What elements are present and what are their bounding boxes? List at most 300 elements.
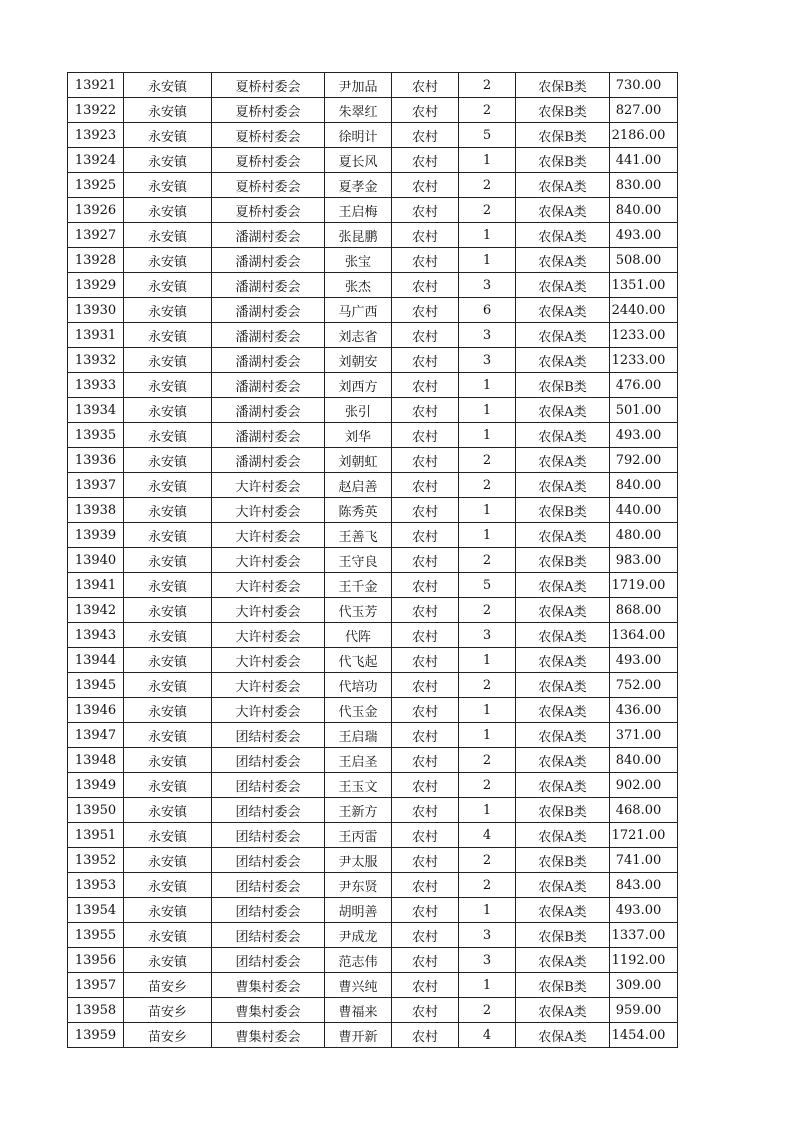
cell-id: 13952: [68, 848, 124, 873]
cell-amount: 840.00: [610, 473, 678, 498]
cell-type: 农村: [392, 623, 459, 648]
cell-count: 1: [459, 523, 516, 548]
cell-type: 农村: [392, 173, 459, 198]
table-row: [68, 823, 678, 848]
table-row: [68, 773, 678, 798]
cell-count: 2: [459, 173, 516, 198]
cell-id: 13955: [68, 923, 124, 948]
cell-count: 2: [459, 673, 516, 698]
cell-town: 永安镇: [124, 873, 212, 898]
cell-amount: 1454.00: [610, 1023, 678, 1048]
cell-village: 潘湖村委会: [212, 348, 325, 373]
cell-id: 13925: [68, 173, 124, 198]
cell-amount: 493.00: [610, 898, 678, 923]
cell-category: 农保A类: [516, 723, 610, 748]
cell-name: 胡明善: [325, 898, 392, 923]
cell-id: 13939: [68, 523, 124, 548]
cell-count: 1: [459, 423, 516, 448]
table-row: [68, 623, 678, 648]
cell-village: 团结村委会: [212, 723, 325, 748]
cell-category: 农保A类: [516, 423, 610, 448]
cell-category: 农保B类: [516, 73, 610, 98]
cell-category: 农保A类: [516, 773, 610, 798]
cell-type: 农村: [392, 673, 459, 698]
cell-count: 2: [459, 473, 516, 498]
cell-amount: 1337.00: [610, 923, 678, 948]
cell-type: 农村: [392, 398, 459, 423]
cell-village: 团结村委会: [212, 898, 325, 923]
cell-town: 永安镇: [124, 948, 212, 973]
cell-amount: 843.00: [610, 873, 678, 898]
cell-amount: 440.00: [610, 498, 678, 523]
cell-name: 曹兴纯: [325, 973, 392, 998]
cell-id: 13943: [68, 623, 124, 648]
cell-category: 农保A类: [516, 523, 610, 548]
cell-type: 农村: [392, 548, 459, 573]
cell-count: 2: [459, 98, 516, 123]
cell-name: 马广西: [325, 298, 392, 323]
cell-type: 农村: [392, 273, 459, 298]
table-row: [68, 973, 678, 998]
cell-village: 团结村委会: [212, 748, 325, 773]
table-row: [68, 123, 678, 148]
cell-name: 代阵: [325, 623, 392, 648]
cell-name: 曹开新: [325, 1023, 392, 1048]
cell-name: 赵启善: [325, 473, 392, 498]
cell-name: 刘志省: [325, 323, 392, 348]
cell-type: 农村: [392, 923, 459, 948]
table-row: [68, 998, 678, 1023]
cell-name: 代玉芳: [325, 598, 392, 623]
cell-type: 农村: [392, 773, 459, 798]
cell-amount: 792.00: [610, 448, 678, 473]
cell-id: 13947: [68, 723, 124, 748]
table-row: [68, 698, 678, 723]
cell-id: 13958: [68, 998, 124, 1023]
cell-category: 农保A类: [516, 273, 610, 298]
cell-category: 农保A类: [516, 1023, 610, 1048]
table-row: [68, 198, 678, 223]
cell-type: 农村: [392, 498, 459, 523]
cell-village: 团结村委会: [212, 873, 325, 898]
cell-id: 13953: [68, 873, 124, 898]
cell-count: 2: [459, 848, 516, 873]
cell-amount: 868.00: [610, 598, 678, 623]
cell-count: 2: [459, 448, 516, 473]
cell-type: 农村: [392, 98, 459, 123]
cell-id: 13933: [68, 373, 124, 398]
cell-category: 农保A类: [516, 623, 610, 648]
cell-name: 代培功: [325, 673, 392, 698]
cell-type: 农村: [392, 698, 459, 723]
cell-category: 农保B类: [516, 548, 610, 573]
cell-name: 尹成龙: [325, 923, 392, 948]
cell-name: 夏长风: [325, 148, 392, 173]
cell-town: 永安镇: [124, 98, 212, 123]
cell-type: 农村: [392, 373, 459, 398]
cell-name: 张引: [325, 398, 392, 423]
cell-name: 王守良: [325, 548, 392, 573]
cell-type: 农村: [392, 898, 459, 923]
cell-village: 大许村委会: [212, 623, 325, 648]
cell-town: 永安镇: [124, 623, 212, 648]
cell-village: 大许村委会: [212, 648, 325, 673]
records-table-body: [68, 73, 678, 1048]
cell-category: 农保B类: [516, 498, 610, 523]
cell-type: 农村: [392, 523, 459, 548]
cell-category: 农保A类: [516, 998, 610, 1023]
cell-amount: 309.00: [610, 973, 678, 998]
cell-count: 6: [459, 298, 516, 323]
cell-type: 农村: [392, 973, 459, 998]
cell-village: 潘湖村委会: [212, 448, 325, 473]
cell-town: 永安镇: [124, 198, 212, 223]
cell-village: 曹集村委会: [212, 973, 325, 998]
table-row: [68, 273, 678, 298]
cell-id: 13926: [68, 198, 124, 223]
cell-category: 农保A类: [516, 648, 610, 673]
cell-name: 尹东贤: [325, 873, 392, 898]
cell-town: 永安镇: [124, 748, 212, 773]
cell-category: 农保A类: [516, 223, 610, 248]
table-row: [68, 248, 678, 273]
cell-category: 农保A类: [516, 673, 610, 698]
cell-type: 农村: [392, 948, 459, 973]
cell-town: 苗安乡: [124, 998, 212, 1023]
cell-amount: 468.00: [610, 798, 678, 823]
table-row: [68, 373, 678, 398]
cell-category: 农保A类: [516, 873, 610, 898]
cell-id: 13946: [68, 698, 124, 723]
table-row: [68, 923, 678, 948]
cell-amount: 371.00: [610, 723, 678, 748]
cell-town: 永安镇: [124, 323, 212, 348]
cell-name: 张宝: [325, 248, 392, 273]
cell-village: 大许村委会: [212, 573, 325, 598]
cell-type: 农村: [392, 848, 459, 873]
cell-town: 永安镇: [124, 448, 212, 473]
cell-village: 夏桥村委会: [212, 173, 325, 198]
cell-name: 刘西方: [325, 373, 392, 398]
table-row: [68, 648, 678, 673]
cell-amount: 1351.00: [610, 273, 678, 298]
table-row: [68, 548, 678, 573]
cell-village: 潘湖村委会: [212, 398, 325, 423]
cell-id: 13941: [68, 573, 124, 598]
cell-count: 1: [459, 898, 516, 923]
table-row: [68, 523, 678, 548]
table-row: [68, 223, 678, 248]
cell-amount: 830.00: [610, 173, 678, 198]
table-row: [68, 73, 678, 98]
table-row: [68, 473, 678, 498]
cell-town: 永安镇: [124, 548, 212, 573]
cell-category: 农保B类: [516, 848, 610, 873]
cell-category: 农保A类: [516, 348, 610, 373]
cell-name: 王启圣: [325, 748, 392, 773]
cell-category: 农保A类: [516, 398, 610, 423]
cell-count: 2: [459, 548, 516, 573]
table-row: [68, 298, 678, 323]
cell-name: 尹加品: [325, 73, 392, 98]
cell-category: 农保A类: [516, 698, 610, 723]
table-row: [68, 448, 678, 473]
cell-name: 范志伟: [325, 948, 392, 973]
cell-village: 团结村委会: [212, 848, 325, 873]
cell-amount: 1364.00: [610, 623, 678, 648]
cell-type: 农村: [392, 473, 459, 498]
cell-name: 曹福来: [325, 998, 392, 1023]
cell-amount: 493.00: [610, 223, 678, 248]
cell-name: 代玉金: [325, 698, 392, 723]
cell-town: 永安镇: [124, 148, 212, 173]
table-row: [68, 598, 678, 623]
cell-category: 农保A类: [516, 748, 610, 773]
table-row: [68, 323, 678, 348]
cell-count: 2: [459, 998, 516, 1023]
cell-id: 13956: [68, 948, 124, 973]
cell-name: 张杰: [325, 273, 392, 298]
cell-type: 农村: [392, 998, 459, 1023]
cell-id: 13954: [68, 898, 124, 923]
table-row: [68, 173, 678, 198]
cell-town: 永安镇: [124, 923, 212, 948]
cell-category: 农保A类: [516, 823, 610, 848]
cell-village: 夏桥村委会: [212, 123, 325, 148]
cell-amount: 441.00: [610, 148, 678, 173]
cell-amount: 1192.00: [610, 948, 678, 973]
cell-id: 13944: [68, 648, 124, 673]
cell-id: 13921: [68, 73, 124, 98]
cell-village: 大许村委会: [212, 598, 325, 623]
cell-id: 13927: [68, 223, 124, 248]
cell-category: 农保B类: [516, 123, 610, 148]
cell-id: 13938: [68, 498, 124, 523]
cell-category: 农保A类: [516, 298, 610, 323]
cell-type: 农村: [392, 223, 459, 248]
cell-amount: 1233.00: [610, 323, 678, 348]
table-row: [68, 573, 678, 598]
table-row: [68, 798, 678, 823]
cell-count: 2: [459, 73, 516, 98]
cell-count: 3: [459, 923, 516, 948]
cell-category: 农保B类: [516, 148, 610, 173]
cell-category: 农保B类: [516, 973, 610, 998]
cell-village: 大许村委会: [212, 498, 325, 523]
cell-id: 13923: [68, 123, 124, 148]
cell-id: 13950: [68, 798, 124, 823]
cell-village: 大许村委会: [212, 523, 325, 548]
cell-amount: 1233.00: [610, 348, 678, 373]
cell-type: 农村: [392, 598, 459, 623]
cell-count: 1: [459, 223, 516, 248]
cell-count: 3: [459, 623, 516, 648]
cell-name: 刘朝虹: [325, 448, 392, 473]
cell-town: 永安镇: [124, 423, 212, 448]
table-row: [68, 673, 678, 698]
cell-count: 5: [459, 573, 516, 598]
cell-name: 王善飞: [325, 523, 392, 548]
table-row: [68, 98, 678, 123]
cell-village: 团结村委会: [212, 923, 325, 948]
cell-name: 朱翠红: [325, 98, 392, 123]
cell-type: 农村: [392, 448, 459, 473]
cell-town: 永安镇: [124, 473, 212, 498]
cell-id: 13951: [68, 823, 124, 848]
cell-category: 农保A类: [516, 173, 610, 198]
cell-town: 永安镇: [124, 373, 212, 398]
cell-village: 曹集村委会: [212, 998, 325, 1023]
cell-type: 农村: [392, 573, 459, 598]
cell-count: 2: [459, 873, 516, 898]
cell-count: 1: [459, 248, 516, 273]
cell-count: 1: [459, 973, 516, 998]
cell-town: 永安镇: [124, 773, 212, 798]
cell-village: 潘湖村委会: [212, 323, 325, 348]
cell-category: 农保A类: [516, 948, 610, 973]
cell-count: 1: [459, 498, 516, 523]
cell-town: 永安镇: [124, 298, 212, 323]
cell-name: 夏孝金: [325, 173, 392, 198]
cell-category: 农保A类: [516, 898, 610, 923]
cell-type: 农村: [392, 198, 459, 223]
cell-category: 农保A类: [516, 448, 610, 473]
cell-id: 13948: [68, 748, 124, 773]
cell-village: 大许村委会: [212, 473, 325, 498]
cell-amount: 2440.00: [610, 298, 678, 323]
cell-town: 永安镇: [124, 648, 212, 673]
cell-name: 刘华: [325, 423, 392, 448]
cell-town: 苗安乡: [124, 1023, 212, 1048]
cell-amount: 476.00: [610, 373, 678, 398]
cell-amount: 508.00: [610, 248, 678, 273]
cell-amount: 2186.00: [610, 123, 678, 148]
cell-village: 潘湖村委会: [212, 248, 325, 273]
cell-type: 农村: [392, 123, 459, 148]
cell-type: 农村: [392, 1023, 459, 1048]
cell-village: 夏桥村委会: [212, 98, 325, 123]
cell-name: 王启梅: [325, 198, 392, 223]
table-row: [68, 948, 678, 973]
cell-village: 潘湖村委会: [212, 423, 325, 448]
cell-count: 1: [459, 373, 516, 398]
cell-id: 13957: [68, 973, 124, 998]
cell-village: 大许村委会: [212, 673, 325, 698]
cell-count: 3: [459, 948, 516, 973]
cell-village: 潘湖村委会: [212, 273, 325, 298]
cell-name: 代飞起: [325, 648, 392, 673]
cell-type: 农村: [392, 723, 459, 748]
cell-id: 13922: [68, 98, 124, 123]
cell-category: 农保B类: [516, 798, 610, 823]
cell-type: 农村: [392, 298, 459, 323]
cell-town: 永安镇: [124, 523, 212, 548]
cell-name: 王丙雷: [325, 823, 392, 848]
table-row: [68, 398, 678, 423]
cell-count: 2: [459, 748, 516, 773]
table-row: [68, 898, 678, 923]
cell-village: 团结村委会: [212, 798, 325, 823]
table-row: [68, 498, 678, 523]
cell-amount: 493.00: [610, 648, 678, 673]
cell-amount: 1721.00: [610, 823, 678, 848]
cell-count: 1: [459, 698, 516, 723]
cell-village: 潘湖村委会: [212, 223, 325, 248]
cell-count: 3: [459, 273, 516, 298]
cell-name: 王玉文: [325, 773, 392, 798]
cell-village: 团结村委会: [212, 948, 325, 973]
cell-town: 苗安乡: [124, 973, 212, 998]
cell-category: 农保B类: [516, 923, 610, 948]
cell-category: 农保A类: [516, 198, 610, 223]
table-row: [68, 848, 678, 873]
table-row: [68, 423, 678, 448]
cell-amount: 501.00: [610, 398, 678, 423]
cell-category: 农保B类: [516, 98, 610, 123]
cell-count: 1: [459, 398, 516, 423]
cell-amount: 902.00: [610, 773, 678, 798]
cell-count: 3: [459, 348, 516, 373]
cell-type: 农村: [392, 248, 459, 273]
cell-category: 农保A类: [516, 573, 610, 598]
cell-count: 1: [459, 798, 516, 823]
cell-count: 3: [459, 323, 516, 348]
table-row: [68, 148, 678, 173]
cell-count: 4: [459, 823, 516, 848]
cell-amount: 741.00: [610, 848, 678, 873]
cell-town: 永安镇: [124, 223, 212, 248]
cell-category: 农保B类: [516, 373, 610, 398]
cell-count: 5: [459, 123, 516, 148]
cell-amount: 436.00: [610, 698, 678, 723]
cell-category: 农保A类: [516, 323, 610, 348]
cell-id: 13930: [68, 298, 124, 323]
cell-village: 潘湖村委会: [212, 298, 325, 323]
cell-id: 13959: [68, 1023, 124, 1048]
cell-name: 王千金: [325, 573, 392, 598]
cell-village: 大许村委会: [212, 548, 325, 573]
cell-amount: 480.00: [610, 523, 678, 548]
cell-id: 13935: [68, 423, 124, 448]
cell-amount: 493.00: [610, 423, 678, 448]
cell-village: 团结村委会: [212, 773, 325, 798]
cell-id: 13949: [68, 773, 124, 798]
cell-category: 农保A类: [516, 248, 610, 273]
cell-category: 农保A类: [516, 598, 610, 623]
cell-village: 大许村委会: [212, 698, 325, 723]
cell-village: 曹集村委会: [212, 1023, 325, 1048]
cell-count: 2: [459, 773, 516, 798]
table-row: [68, 1023, 678, 1048]
records-table: [67, 72, 678, 1048]
table-row: [68, 748, 678, 773]
cell-village: 夏桥村委会: [212, 198, 325, 223]
cell-town: 永安镇: [124, 573, 212, 598]
cell-id: 13942: [68, 598, 124, 623]
cell-town: 永安镇: [124, 398, 212, 423]
cell-type: 农村: [392, 323, 459, 348]
cell-type: 农村: [392, 798, 459, 823]
cell-town: 永安镇: [124, 698, 212, 723]
cell-village: 夏桥村委会: [212, 73, 325, 98]
cell-name: 张昆鹏: [325, 223, 392, 248]
cell-type: 农村: [392, 748, 459, 773]
cell-amount: 840.00: [610, 198, 678, 223]
cell-town: 永安镇: [124, 123, 212, 148]
cell-town: 永安镇: [124, 723, 212, 748]
cell-town: 永安镇: [124, 848, 212, 873]
cell-village: 团结村委会: [212, 823, 325, 848]
